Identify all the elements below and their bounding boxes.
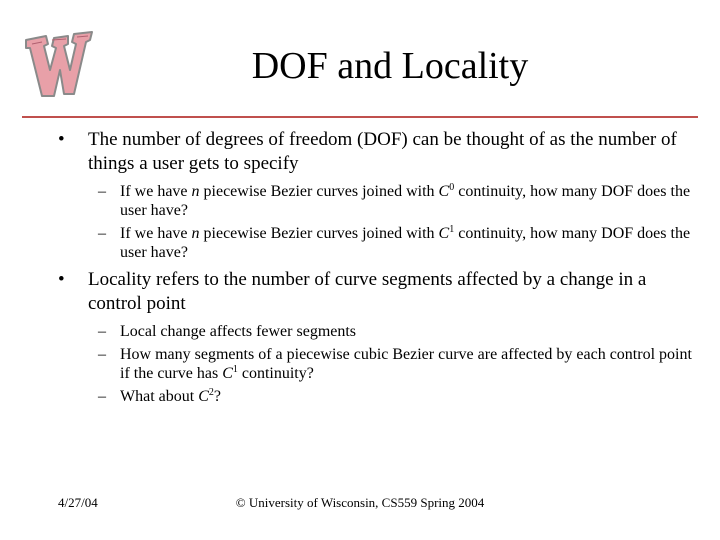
footer-date: 4/27/04	[58, 495, 98, 510]
sub-bullet-text-pre: What about	[120, 388, 199, 405]
bullet-text: The number of degrees of freedom (DOF) can be thought of as the number of things a user gets to specify	[88, 129, 677, 174]
sub-bullet-text-post: continuity?	[237, 365, 314, 382]
sub-bullet-c1	[58, 224, 698, 262]
bullet-marker: •	[58, 269, 65, 290]
continuity-order: 1	[449, 224, 455, 235]
bullet-text: Locality refers to the number of curve segments affected by a change in a control point	[88, 269, 647, 314]
sub-bullet-text-post: continuity, how many DOF does the user have?	[120, 225, 691, 261]
bullet-marker: •	[58, 129, 65, 150]
sub-bullet-text-pre: If we have	[120, 183, 192, 200]
sub-bullet-c0	[58, 182, 698, 220]
variable-n: n	[191, 183, 200, 200]
sub-bullet-marker: –	[98, 346, 106, 363]
bullet-dof	[58, 128, 698, 176]
continuity-order: 0	[449, 182, 455, 193]
sub-bullet-marker: –	[98, 183, 106, 200]
continuity-order: 1	[232, 364, 238, 375]
bullet-locality	[58, 268, 698, 316]
sub-bullet-text-pre: How many segments of a piecewise cubic Bezier curve are affected by each control point if the curve has	[120, 346, 692, 382]
sub-bullet-marker: –	[98, 225, 106, 242]
sub-bullet-text-mid: piecewise Bezier curves joined with	[199, 225, 439, 242]
sub-bullet-text-pre: If we have	[120, 225, 192, 242]
sub-bullet-segments-c1	[58, 345, 698, 383]
continuity-order: 2	[208, 387, 214, 398]
sub-bullet-text-post: ?	[213, 388, 221, 405]
title-divider	[22, 116, 698, 118]
sub-bullet-text-post: continuity, how many DOF does the user have?	[120, 183, 691, 219]
variable-n: n	[191, 225, 200, 242]
continuity-symbol: C	[198, 388, 209, 405]
continuity-symbol: C	[438, 183, 450, 200]
sub-bullet-marker: –	[98, 388, 106, 405]
slide-title: DOF and Locality	[251, 45, 529, 87]
sub-bullet-text: Local change affects fewer segments	[120, 323, 357, 340]
sub-bullet-local-change	[58, 322, 698, 341]
sub-bullet-marker: –	[98, 323, 106, 340]
sub-bullet-c2	[58, 387, 698, 406]
footer-copyright: © University of Wisconsin, CS559 Spring 2004	[235, 495, 485, 510]
continuity-symbol: C	[438, 225, 450, 242]
sub-bullet-text-mid: piecewise Bezier curves joined with	[199, 183, 439, 200]
continuity-symbol: C	[222, 365, 233, 382]
slide-body	[58, 128, 698, 406]
